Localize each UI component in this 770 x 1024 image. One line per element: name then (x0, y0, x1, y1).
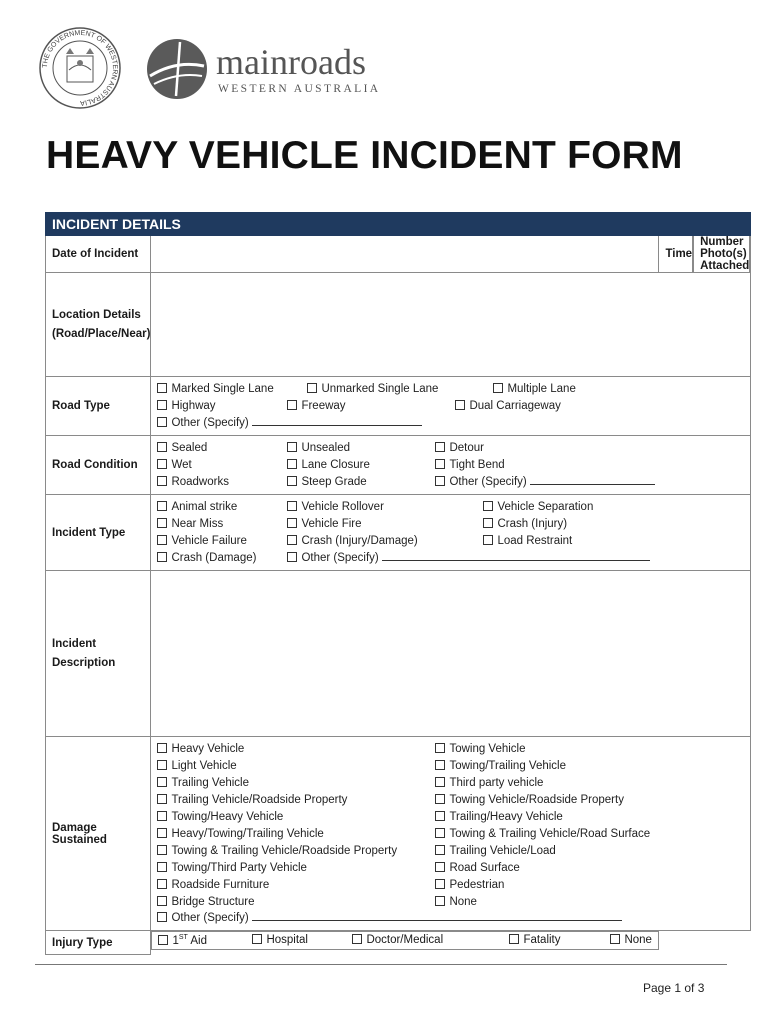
road-condition-label: Road Condition (46, 436, 151, 495)
checkbox-icon (157, 811, 167, 821)
checkbox-icon (157, 912, 167, 922)
checkbox-icon (493, 383, 503, 393)
checkbox-icon (287, 501, 297, 511)
checkbox-option-other[interactable]: Other (Specify) (157, 910, 750, 926)
checkbox-option[interactable]: Wet (157, 457, 287, 473)
date-label: Date of Incident (46, 236, 151, 273)
checkbox-option[interactable]: Trailing Vehicle (157, 775, 435, 791)
checkbox-icon (287, 459, 297, 469)
checkbox-option[interactable]: Heavy Vehicle (157, 741, 435, 757)
section-header: INCIDENT DETAILS (46, 213, 751, 236)
checkbox-option[interactable]: Heavy/Towing/Trailing Vehicle (157, 826, 435, 842)
checkbox-icon (157, 879, 167, 889)
checkbox-icon (287, 476, 297, 486)
photos-input[interactable] (750, 236, 751, 273)
checkbox-icon (158, 935, 168, 945)
checkbox-icon (157, 760, 167, 770)
incident-details-table (45, 212, 751, 955)
main-roads-logo (146, 36, 426, 106)
checkbox-option[interactable]: Hospital (252, 934, 352, 947)
checkbox-icon (435, 760, 445, 770)
checkbox-option[interactable]: Detour (435, 440, 750, 456)
incident-description-input[interactable] (151, 571, 751, 737)
checkbox-option[interactable]: Steep Grade (287, 474, 435, 490)
photos-label: Number Photo(s) Attached (694, 236, 750, 273)
checkbox-option[interactable]: Unmarked Single Lane (307, 381, 455, 397)
checkbox-option[interactable]: Doctor/Medical (352, 934, 509, 947)
checkbox-icon (157, 417, 167, 427)
location-label: Location Details (52, 308, 141, 321)
checkbox-option[interactable]: Trailing/Heavy Vehicle (435, 809, 750, 825)
checkbox-icon (435, 811, 445, 821)
location-sublabel: (Road/Place/Near) (52, 327, 151, 340)
road-type-options (151, 377, 751, 436)
checkbox-option[interactable]: Animal strike (157, 499, 287, 515)
checkbox-option[interactable]: Roadside Furniture (157, 877, 435, 893)
checkbox-icon (157, 845, 167, 855)
checkbox-icon (287, 552, 297, 562)
checkbox-icon (157, 794, 167, 804)
checkbox-icon (435, 845, 445, 855)
damage-sustained-label: Damage Sustained (46, 737, 151, 931)
checkbox-icon (352, 934, 362, 944)
checkbox-option[interactable]: Lane Closure (287, 457, 435, 473)
checkbox-icon (157, 828, 167, 838)
specify-line[interactable] (382, 551, 650, 561)
checkbox-icon (252, 934, 262, 944)
checkbox-option[interactable]: Near Miss (157, 516, 287, 532)
checkbox-icon (157, 383, 167, 393)
checkbox-option[interactable]: Towing & Trailing Vehicle/Roadside Property (157, 843, 435, 859)
incident-type-label: Incident Type (46, 495, 151, 571)
checkbox-icon (157, 862, 167, 872)
road-condition-options (151, 436, 751, 495)
checkbox-icon (157, 518, 167, 528)
specify-line[interactable] (252, 416, 422, 426)
road-type-label: Road Type (46, 377, 151, 436)
checkbox-option[interactable]: Crash (Damage) (157, 550, 287, 566)
wa-government-seal-icon (36, 26, 124, 110)
checkbox-icon (157, 501, 167, 511)
checkbox-icon (307, 383, 317, 393)
checkbox-icon (435, 777, 445, 787)
checkbox-option[interactable]: None (435, 894, 750, 910)
checkbox-option-other[interactable]: Other (Specify) (157, 415, 750, 431)
checkbox-icon (483, 518, 493, 528)
checkbox-option[interactable]: Towing/Trailing Vehicle (435, 758, 750, 774)
checkbox-option[interactable]: Road Surface (435, 860, 750, 876)
checkbox-option[interactable]: Unsealed (287, 440, 435, 456)
checkbox-icon (509, 934, 519, 944)
checkbox-icon (157, 442, 167, 452)
header-logos (36, 26, 416, 110)
checkbox-option[interactable]: Vehicle Failure (157, 533, 287, 549)
checkbox-option[interactable]: Marked Single Lane (157, 381, 307, 397)
checkbox-option[interactable]: Light Vehicle (157, 758, 435, 774)
checkbox-icon (287, 535, 297, 545)
location-input[interactable] (151, 273, 751, 377)
checkbox-icon (157, 476, 167, 486)
form-title: HEAVY VEHICLE INCIDENT FORM (46, 134, 683, 177)
checkbox-option-other[interactable]: Other (Specify) (435, 474, 750, 490)
checkbox-option[interactable]: Crash (Injury/Damage) (287, 533, 483, 549)
checkbox-option[interactable]: Roadworks (157, 474, 287, 490)
checkbox-option[interactable]: Fatality (509, 934, 610, 947)
checkbox-icon (435, 442, 445, 452)
footer-divider (35, 964, 727, 965)
date-input[interactable] (151, 236, 659, 273)
checkbox-icon (157, 552, 167, 562)
checkbox-option[interactable]: Towing Vehicle/Roadside Property (435, 792, 750, 808)
checkbox-option[interactable]: 1ST Aid (158, 934, 252, 947)
checkbox-icon (455, 400, 465, 410)
checkbox-option[interactable]: Trailing Vehicle/Load (435, 843, 750, 859)
page-number: Page 1 of 3 (643, 981, 705, 995)
damage-options (151, 737, 751, 931)
checkbox-option[interactable]: Highway (157, 398, 307, 414)
checkbox-icon (435, 476, 445, 486)
checkbox-icon (610, 934, 620, 944)
checkbox-icon (287, 518, 297, 528)
time-label: Time (659, 236, 693, 273)
incident-type-options (151, 495, 751, 571)
checkbox-icon (435, 879, 445, 889)
checkbox-icon (157, 896, 167, 906)
injury-options (151, 931, 659, 950)
checkbox-option[interactable]: Third party vehicle (435, 775, 750, 791)
checkbox-option[interactable]: Load Restraint (483, 533, 750, 549)
checkbox-icon (157, 777, 167, 787)
checkbox-icon (157, 743, 167, 753)
checkbox-icon (157, 459, 167, 469)
checkbox-option[interactable]: Towing/Third Party Vehicle (157, 860, 435, 876)
checkbox-option[interactable]: Vehicle Fire (287, 516, 483, 532)
checkbox-option[interactable]: Towing & Trailing Vehicle/Road Surface (435, 826, 750, 842)
checkbox-option[interactable]: Towing Vehicle (435, 741, 750, 757)
checkbox-option-other[interactable]: Other (Specify) (287, 550, 750, 566)
checkbox-icon (287, 400, 297, 410)
svg-text:THE GOVERNMENT OF WESTERN AUST: THE GOVERNMENT OF WESTERN AUSTRALIA (41, 29, 119, 107)
checkbox-icon (287, 442, 297, 452)
checkbox-icon (435, 828, 445, 838)
incident-description-label: Incident Description (46, 571, 151, 737)
checkbox-option[interactable]: Pedestrian (435, 877, 750, 893)
checkbox-option[interactable]: Vehicle Rollover (287, 499, 483, 515)
checkbox-icon (435, 896, 445, 906)
svg-text:WESTERN AUSTRALIA: WESTERN AUSTRALIA (218, 83, 381, 95)
checkbox-icon (483, 501, 493, 511)
checkbox-icon (157, 400, 167, 410)
checkbox-option[interactable]: Sealed (157, 440, 287, 456)
location-label-cell (46, 273, 151, 377)
checkbox-option[interactable]: None (610, 934, 652, 947)
checkbox-option[interactable]: Bridge Structure (157, 894, 435, 910)
checkbox-icon (435, 794, 445, 804)
svg-text:mainroads: mainroads (216, 42, 366, 82)
checkbox-option[interactable]: Crash (Injury) (483, 516, 750, 532)
checkbox-option[interactable]: Multiple Lane (455, 381, 750, 397)
specify-line[interactable] (530, 475, 655, 485)
checkbox-option[interactable]: Towing/Heavy Vehicle (157, 809, 435, 825)
checkbox-option[interactable]: Vehicle Separation (483, 499, 750, 515)
checkbox-option[interactable]: Trailing Vehicle/Roadside Property (157, 792, 435, 808)
injury-type-label: Injury Type (46, 931, 151, 955)
checkbox-icon (435, 862, 445, 872)
checkbox-option[interactable]: Dual Carriageway (455, 398, 750, 414)
checkbox-icon (157, 535, 167, 545)
checkbox-icon (435, 459, 445, 469)
checkbox-option[interactable]: Freeway (287, 398, 455, 414)
checkbox-option[interactable]: Tight Bend (435, 457, 750, 473)
checkbox-icon (435, 743, 445, 753)
specify-line[interactable] (252, 911, 622, 921)
checkbox-icon (483, 535, 493, 545)
